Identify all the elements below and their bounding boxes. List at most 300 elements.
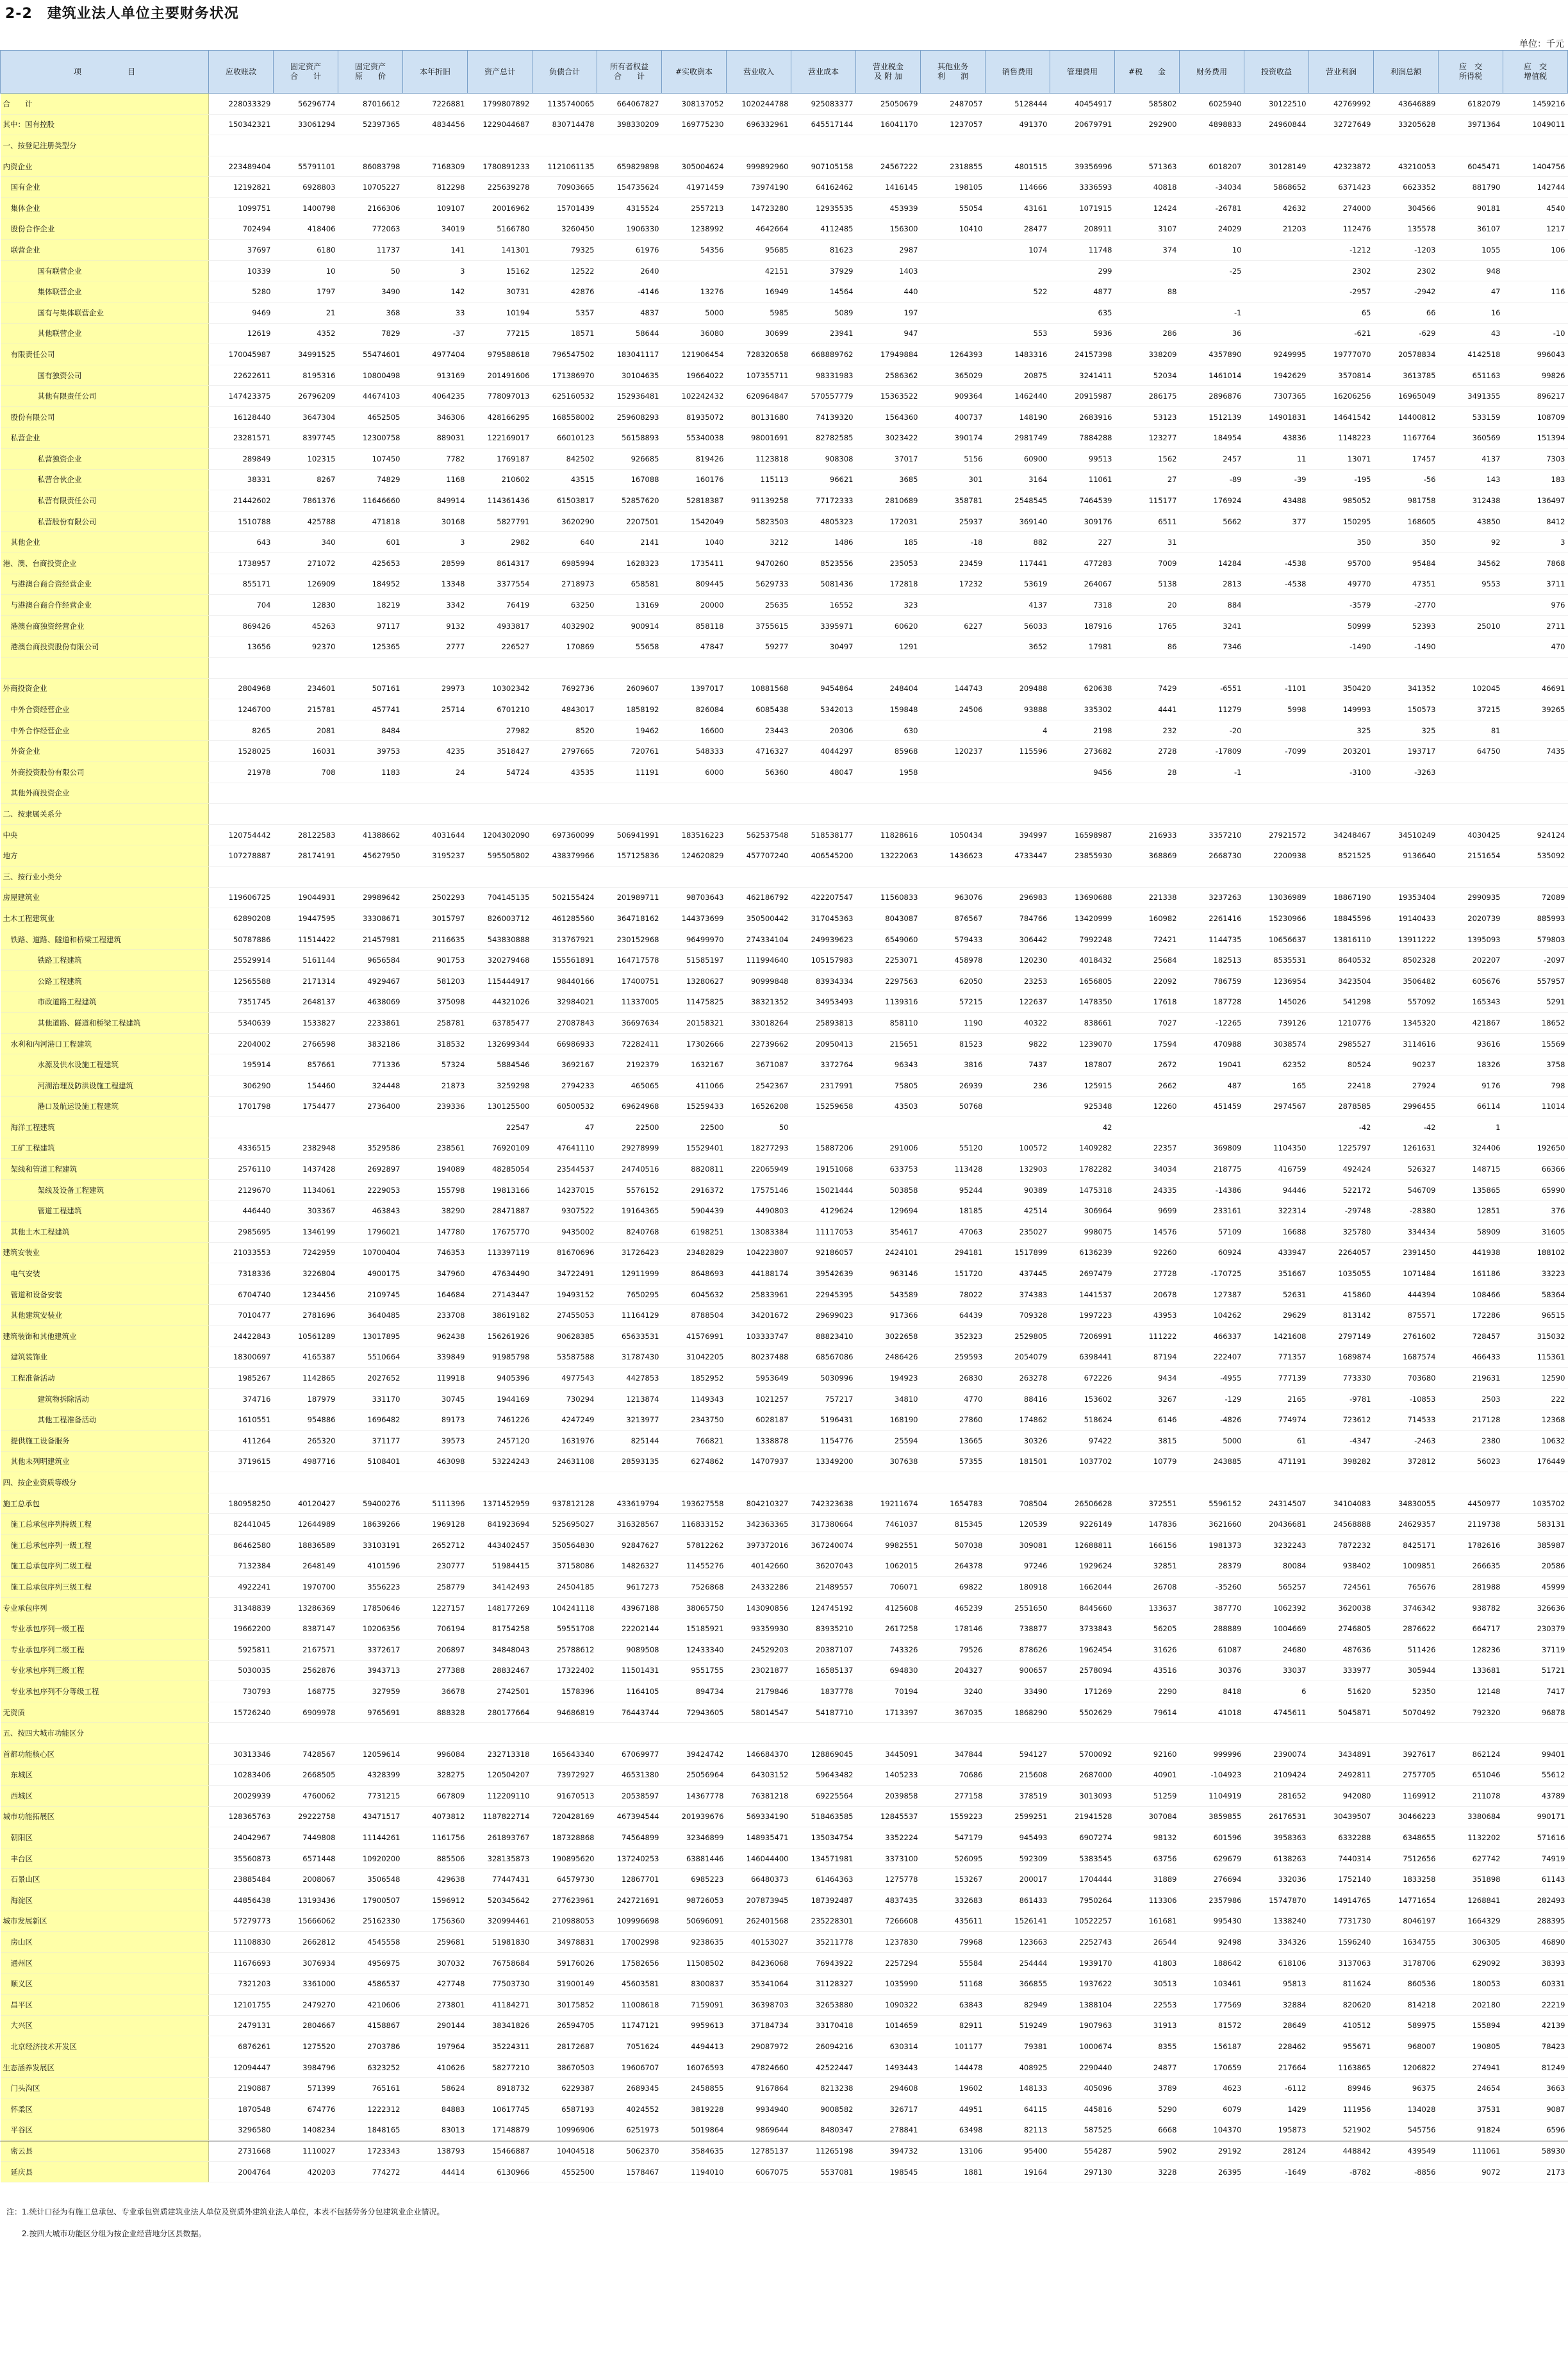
table-cell: 25529914 xyxy=(209,950,274,971)
table-cell: 5030035 xyxy=(209,1660,274,1681)
table-cell: 1049011 xyxy=(1503,114,1568,135)
table-cell: 7321203 xyxy=(209,1973,274,1995)
table-cell: 16076593 xyxy=(662,2057,727,2078)
table-cell xyxy=(274,1472,338,1493)
table-cell: 21873 xyxy=(403,1075,468,1096)
table-cell: 47 xyxy=(1439,281,1503,303)
table-cell: 2302 xyxy=(1309,260,1374,281)
table-cell xyxy=(986,135,1050,156)
table-row xyxy=(1,532,1568,553)
table-cell: 1035702 xyxy=(1503,1493,1568,1514)
table-cell: 304566 xyxy=(1374,197,1439,219)
table-cell: 17594 xyxy=(1115,1033,1180,1054)
table-cell: 43503 xyxy=(856,1096,921,1117)
table-cell: 17302666 xyxy=(662,1033,727,1054)
table-cell: 3613785 xyxy=(1374,365,1439,386)
table-cell: 30313346 xyxy=(209,1743,274,1765)
table-cell: 112476 xyxy=(1309,219,1374,240)
table-cell: 147780 xyxy=(403,1222,468,1243)
table-row xyxy=(1,406,1568,428)
table-cell: 145026 xyxy=(1244,992,1309,1013)
table-cell: 746353 xyxy=(403,1242,468,1263)
table-cell: -1 xyxy=(1180,302,1244,323)
table-cell xyxy=(1180,783,1244,804)
table-cell: 24042967 xyxy=(209,1827,274,1848)
table-cell xyxy=(1439,866,1503,887)
table-cell: 64750 xyxy=(1439,741,1503,762)
table-cell: 23459 xyxy=(921,553,986,574)
table-cell: 6511 xyxy=(1115,511,1180,532)
table-cell: 643 xyxy=(209,532,274,553)
table-row xyxy=(1,1723,1568,1744)
table-cell: 1634755 xyxy=(1374,1932,1439,1953)
table-cell: 36207043 xyxy=(791,1556,856,1577)
table-cell: 78022 xyxy=(921,1284,986,1305)
table-cell: 4545558 xyxy=(338,1932,403,1953)
table-cell: 313767921 xyxy=(532,929,597,950)
table-cell: 31 xyxy=(1115,532,1180,553)
table-cell: 43850 xyxy=(1439,511,1503,532)
table-cell: 333977 xyxy=(1309,1660,1374,1681)
table-cell: 410626 xyxy=(403,2057,468,2078)
table-cell xyxy=(274,804,338,825)
table-cell: 225639278 xyxy=(468,177,532,198)
table-cell: 1190 xyxy=(921,1013,986,1034)
row-label: 有限责任公司 xyxy=(1,344,209,365)
table-cell: 7303 xyxy=(1503,449,1568,470)
table-cell: 243885 xyxy=(1180,1451,1244,1472)
table-row xyxy=(1,1848,1568,1869)
table-cell: 5629733 xyxy=(727,574,791,595)
table-cell: 1000674 xyxy=(1050,2036,1115,2057)
table-cell xyxy=(209,135,274,156)
row-label: 大兴区 xyxy=(1,2015,209,2036)
table-cell: 520345642 xyxy=(468,1890,532,1911)
table-cell: 3652 xyxy=(986,636,1050,658)
table-cell: -2463 xyxy=(1374,1431,1439,1452)
table-cell: 704 xyxy=(209,595,274,616)
table-cell: 95400 xyxy=(986,2141,1050,2162)
table-cell: 104262 xyxy=(1180,1305,1244,1326)
table-cell: 43 xyxy=(1439,323,1503,344)
table-cell: 3816 xyxy=(921,1054,986,1076)
table-cell: 17949884 xyxy=(856,344,921,365)
table-row xyxy=(1,302,1568,323)
table-cell: 19664022 xyxy=(662,365,727,386)
table-cell: 10705227 xyxy=(338,177,403,198)
table-cell: 6 xyxy=(1244,1681,1309,1702)
table-cell: 187916 xyxy=(1050,615,1115,636)
table-cell: 307032 xyxy=(403,1952,468,1973)
table-cell xyxy=(1050,866,1115,887)
table-cell xyxy=(1180,866,1244,887)
table-cell: 9087 xyxy=(1503,2099,1568,2120)
table-cell: -2957 xyxy=(1309,281,1374,303)
table-cell: 170045987 xyxy=(209,344,274,365)
table-cell: 672226 xyxy=(1050,1368,1115,1389)
table-cell: 366855 xyxy=(986,1973,1050,1995)
table-cell: 53123 xyxy=(1115,406,1180,428)
table-cell: 8046197 xyxy=(1374,1911,1439,1932)
table-cell: 1656805 xyxy=(1050,970,1115,992)
table-cell: 884 xyxy=(1180,595,1244,616)
table-cell: 1395093 xyxy=(1439,929,1503,950)
table-cell xyxy=(468,804,532,825)
row-label: 外商投资企业 xyxy=(1,678,209,699)
table-cell: 553 xyxy=(986,323,1050,344)
table-cell: 2746805 xyxy=(1309,1618,1374,1640)
table-cell: 15363522 xyxy=(856,386,921,407)
table-cell xyxy=(662,260,727,281)
table-row xyxy=(1,762,1568,783)
table-cell: 165 xyxy=(1244,1075,1309,1096)
table-cell: 1229044687 xyxy=(468,114,532,135)
table-cell: 76419 xyxy=(468,595,532,616)
table-cell: 1338878 xyxy=(727,1431,791,1452)
table-cell: 8614317 xyxy=(468,553,532,574)
table-cell: 938782 xyxy=(1439,1597,1503,1618)
table-row xyxy=(1,1890,1568,1911)
row-label: 私营合伙企业 xyxy=(1,469,209,490)
table-cell: 9982551 xyxy=(856,1534,921,1556)
table-cell: 889031 xyxy=(403,428,468,449)
table-cell: 990171 xyxy=(1503,1806,1568,1827)
table-cell: 3076934 xyxy=(274,1952,338,1973)
table-cell: -2770 xyxy=(1374,595,1439,616)
table-cell: 1969128 xyxy=(403,1514,468,1535)
table-cell: 11475825 xyxy=(662,992,727,1013)
table-cell: 10800498 xyxy=(338,365,403,386)
table-cell: 1161756 xyxy=(403,1827,468,1848)
table-cell: 34830055 xyxy=(1374,1493,1439,1514)
table-cell xyxy=(1503,804,1568,825)
table-cell: 100572 xyxy=(986,1138,1050,1159)
row-label: 铁路工程建筑 xyxy=(1,950,209,971)
table-cell: 2576110 xyxy=(209,1159,274,1180)
table-cell xyxy=(338,1117,403,1138)
table-cell: 385987 xyxy=(1503,1534,1568,1556)
table-cell: 533159 xyxy=(1439,406,1503,428)
table-cell: 1227157 xyxy=(403,1597,468,1618)
table-cell: 4112485 xyxy=(791,219,856,240)
table-cell: 2797149 xyxy=(1309,1326,1374,1347)
table-cell: 5827791 xyxy=(468,511,532,532)
row-label: 港澳台商独资经营企业 xyxy=(1,615,209,636)
table-cell: 39753 xyxy=(338,741,403,762)
table-row xyxy=(1,197,1568,219)
table-cell: 294608 xyxy=(856,2078,921,2099)
table-cell: 211078 xyxy=(1439,1786,1503,1807)
table-cell: 7464539 xyxy=(1050,490,1115,511)
table-cell: 570557779 xyxy=(791,386,856,407)
table-cell: 259681 xyxy=(403,1932,468,1953)
table-cell: 11014 xyxy=(1503,1096,1568,1117)
table-cell: 20306 xyxy=(791,720,856,741)
table-cell: 7318336 xyxy=(209,1263,274,1284)
table-cell: -10853 xyxy=(1374,1388,1439,1409)
table-row xyxy=(1,1284,1568,1305)
table-cell: 19041 xyxy=(1180,1054,1244,1076)
table-cell xyxy=(662,804,727,825)
table-cell: 22065949 xyxy=(727,1159,791,1180)
table-cell: 79614 xyxy=(1115,1702,1180,1723)
table-cell: 107278887 xyxy=(209,845,274,867)
table-cell: 7449808 xyxy=(274,1827,338,1848)
table-cell: 4552500 xyxy=(532,2161,597,2182)
table-cell: 59176026 xyxy=(532,1952,597,1973)
table-cell: 233708 xyxy=(403,1305,468,1326)
table-cell: 9167864 xyxy=(727,2078,791,2099)
table-cell: 2081 xyxy=(274,720,338,741)
table-cell: 428166295 xyxy=(468,406,532,428)
table-cell: 885506 xyxy=(403,1848,468,1869)
table-cell: 26796209 xyxy=(274,386,338,407)
table-cell: 190805 xyxy=(1439,2036,1503,2057)
row-label: 工矿工程建筑 xyxy=(1,1138,209,1159)
table-cell: 46890 xyxy=(1503,1932,1568,1953)
table-cell: 1004669 xyxy=(1244,1618,1309,1640)
table-cell: 30513 xyxy=(1115,1973,1180,1995)
table-cell: 4642664 xyxy=(727,219,791,240)
table-cell: 126909 xyxy=(274,574,338,595)
table-cell: 463843 xyxy=(338,1200,403,1222)
table-cell: 7010477 xyxy=(209,1305,274,1326)
table-cell: 2692897 xyxy=(338,1159,403,1180)
row-label: 施工总承包序列三级工程 xyxy=(1,1577,209,1598)
table-cell: 23855930 xyxy=(1050,845,1115,867)
table-cell: 1074 xyxy=(986,240,1050,261)
table-cell: 5998 xyxy=(1244,699,1309,720)
table-cell: 96878 xyxy=(1503,1702,1568,1723)
table-cell: 180958250 xyxy=(209,1493,274,1514)
table-cell: 22945395 xyxy=(791,1284,856,1305)
table-cell: 996084 xyxy=(403,1743,468,1765)
table-cell xyxy=(1244,302,1309,323)
table-cell: 87016612 xyxy=(338,94,403,115)
table-cell: 2027652 xyxy=(338,1368,403,1389)
table-cell: 39424742 xyxy=(662,1743,727,1765)
table-cell: 1833258 xyxy=(1374,1869,1439,1890)
table-cell: 937812128 xyxy=(532,1493,597,1514)
table-cell: 5128444 xyxy=(986,94,1050,115)
table-cell: 10617745 xyxy=(468,2099,532,2120)
table-cell: 9435002 xyxy=(532,1222,597,1243)
table-cell: 103461 xyxy=(1180,1973,1244,1995)
table-header-row xyxy=(1,51,1568,94)
table-cell: 3240 xyxy=(921,1681,986,1702)
table-cell: 74564899 xyxy=(597,1827,662,1848)
table-cell: 23885484 xyxy=(209,1869,274,1890)
table-cell: 30326 xyxy=(986,1431,1050,1452)
table-cell: 15259658 xyxy=(791,1096,856,1117)
table-row xyxy=(1,1326,1568,1347)
table-cell xyxy=(1503,1117,1568,1138)
table-cell: 882 xyxy=(986,532,1050,553)
table-cell: 63881446 xyxy=(662,1848,727,1869)
table-cell: 1421608 xyxy=(1244,1326,1309,1347)
table-cell: 124620829 xyxy=(662,845,727,867)
row-label: 丰台区 xyxy=(1,1848,209,1869)
table-cell: 36697634 xyxy=(597,1013,662,1034)
table-cell: 1848165 xyxy=(338,2120,403,2141)
table-cell: 3013093 xyxy=(1050,1786,1115,1807)
table-cell: 8918732 xyxy=(468,2078,532,2099)
table-cell: 61143 xyxy=(1503,1869,1568,1890)
table-cell: 425653 xyxy=(338,553,403,574)
table-cell: 210602 xyxy=(468,469,532,490)
row-label: 私营企业 xyxy=(1,428,209,449)
table-cell: 180918 xyxy=(986,1577,1050,1598)
table-row xyxy=(1,1577,1568,1598)
table-cell: 408925 xyxy=(986,2057,1050,2078)
table-cell: 742323638 xyxy=(791,1493,856,1514)
table-cell: 193717 xyxy=(1374,741,1439,762)
table-cell: 134028 xyxy=(1374,2099,1439,2120)
table-cell: 59277 xyxy=(727,636,791,658)
table-cell: 2343750 xyxy=(662,1409,727,1431)
table-cell: 35224311 xyxy=(468,2036,532,2057)
table-cell: 70903665 xyxy=(532,177,597,198)
table-cell: 6549060 xyxy=(856,929,921,950)
table-cell: 259608293 xyxy=(597,406,662,428)
row-label: 外资企业 xyxy=(1,741,209,762)
table-cell: 12851 xyxy=(1439,1200,1503,1222)
table-cell: 465239 xyxy=(921,1597,986,1618)
table-cell: 809445 xyxy=(662,574,727,595)
table-cell: 1461014 xyxy=(1180,365,1244,386)
table-cell: 27143447 xyxy=(468,1284,532,1305)
table-cell: 3342 xyxy=(403,595,468,616)
table-cell: 4977543 xyxy=(532,1368,597,1389)
table-cell xyxy=(338,783,403,804)
table-cell: 9072 xyxy=(1439,2161,1503,2182)
table-cell: 76381218 xyxy=(727,1786,791,1807)
row-label: 中外合资经营企业 xyxy=(1,699,209,720)
table-cell: 23482829 xyxy=(662,1242,727,1263)
table-cell: 34810 xyxy=(856,1388,921,1409)
table-cell: 45999 xyxy=(1503,1577,1568,1598)
table-cell: 3859855 xyxy=(1180,1806,1244,1827)
table-cell: 34991525 xyxy=(274,344,338,365)
table-cell: 29629 xyxy=(1244,1305,1309,1326)
table-cell xyxy=(1244,783,1309,804)
table-cell: 19140433 xyxy=(1374,908,1439,929)
table-cell xyxy=(1439,804,1503,825)
table-cell: 3832186 xyxy=(338,1033,403,1054)
table-cell: 42323872 xyxy=(1309,156,1374,177)
row-label: 水源及供水设施工程建筑 xyxy=(1,1054,209,1076)
table-cell: 115113 xyxy=(727,469,791,490)
row-label: 专业承包序列 xyxy=(1,1597,209,1618)
table-row xyxy=(1,240,1568,261)
table-row xyxy=(1,2057,1568,2078)
table-cell: 39265 xyxy=(1503,699,1568,720)
table-cell: 1268841 xyxy=(1439,1890,1503,1911)
table-cell: 1144735 xyxy=(1180,929,1244,950)
row-label: 联营企业 xyxy=(1,240,209,261)
table-cell: -1203 xyxy=(1374,240,1439,261)
table-cell: 210988053 xyxy=(532,1911,597,1932)
table-cell: 51259 xyxy=(1115,1786,1180,1807)
table-cell: 12565588 xyxy=(209,970,274,992)
table-cell: 104223807 xyxy=(727,1242,791,1263)
table-cell: 11337005 xyxy=(597,992,662,1013)
header-col-2: 固定资产 合 计 xyxy=(274,51,338,94)
table-cell: 230379 xyxy=(1503,1618,1568,1640)
table-row xyxy=(1,615,1568,636)
row-label: 无资质 xyxy=(1,1702,209,1723)
table-cell: 901753 xyxy=(403,950,468,971)
table-cell: 7950264 xyxy=(1050,1890,1115,1911)
table-cell: 13656 xyxy=(209,636,274,658)
table-cell: 1050434 xyxy=(921,824,986,845)
table-cell: 33103191 xyxy=(338,1534,403,1556)
table-cell: 2207501 xyxy=(597,511,662,532)
row-label: 集体联营企业 xyxy=(1,281,209,303)
table-cell xyxy=(1180,532,1244,553)
table-cell: 6985223 xyxy=(662,1869,727,1890)
row-label: 专业承包序列二级工程 xyxy=(1,1639,209,1660)
table-cell: 2896876 xyxy=(1180,386,1244,407)
table-cell: 53587588 xyxy=(532,1347,597,1368)
table-cell: 259593 xyxy=(921,1347,986,1368)
table-cell: 394732 xyxy=(856,2141,921,2162)
table-cell: 61503817 xyxy=(532,490,597,511)
table-cell: 25050679 xyxy=(856,94,921,115)
table-cell: 11 xyxy=(1244,449,1309,470)
table-cell: 418406 xyxy=(274,219,338,240)
row-label: 国有与集体联营企业 xyxy=(1,302,209,323)
table-cell: 89946 xyxy=(1309,2078,1374,2099)
table-cell xyxy=(209,783,274,804)
table-cell: 10283406 xyxy=(209,1765,274,1786)
table-cell xyxy=(403,804,468,825)
table-cell: 645517144 xyxy=(791,114,856,135)
table-cell: 10996906 xyxy=(532,2120,597,2141)
table-cell xyxy=(1244,240,1309,261)
table-cell: 157125836 xyxy=(597,845,662,867)
table-cell: 1035990 xyxy=(856,1973,921,1995)
table-cell: 72421 xyxy=(1115,929,1180,950)
table-row xyxy=(1,824,1568,845)
table-cell: 326717 xyxy=(856,2099,921,2120)
table-cell: 6198251 xyxy=(662,1222,727,1243)
table-cell: 437445 xyxy=(986,1263,1050,1284)
row-label: 生态涵养发展区 xyxy=(1,2057,209,2078)
table-cell: 1517899 xyxy=(986,1242,1050,1263)
table-cell: 22739662 xyxy=(727,1033,791,1054)
table-cell: 913169 xyxy=(403,365,468,386)
table-cell: 720761 xyxy=(597,741,662,762)
table-cell: 77215 xyxy=(468,323,532,344)
table-cell: 4652505 xyxy=(338,406,403,428)
table-cell: 55054 xyxy=(921,197,986,219)
table-cell: 28122583 xyxy=(274,824,338,845)
table-row xyxy=(1,1222,1568,1243)
table-cell: 9008582 xyxy=(791,2099,856,2120)
table-cell: 1148223 xyxy=(1309,428,1374,449)
table-cell: 45263 xyxy=(274,615,338,636)
table-cell: 674776 xyxy=(274,2099,338,2120)
table-row xyxy=(1,2099,1568,2120)
table-cell: 51981830 xyxy=(468,1932,532,1953)
row-label: 顺义区 xyxy=(1,1973,209,1995)
table-cell: 1723343 xyxy=(338,2141,403,2162)
table-cell: 4922241 xyxy=(209,1577,274,1598)
table-cell: 9405396 xyxy=(468,1368,532,1389)
table-cell: 569334190 xyxy=(727,1806,791,1827)
table-cell: 17582656 xyxy=(597,1952,662,1973)
